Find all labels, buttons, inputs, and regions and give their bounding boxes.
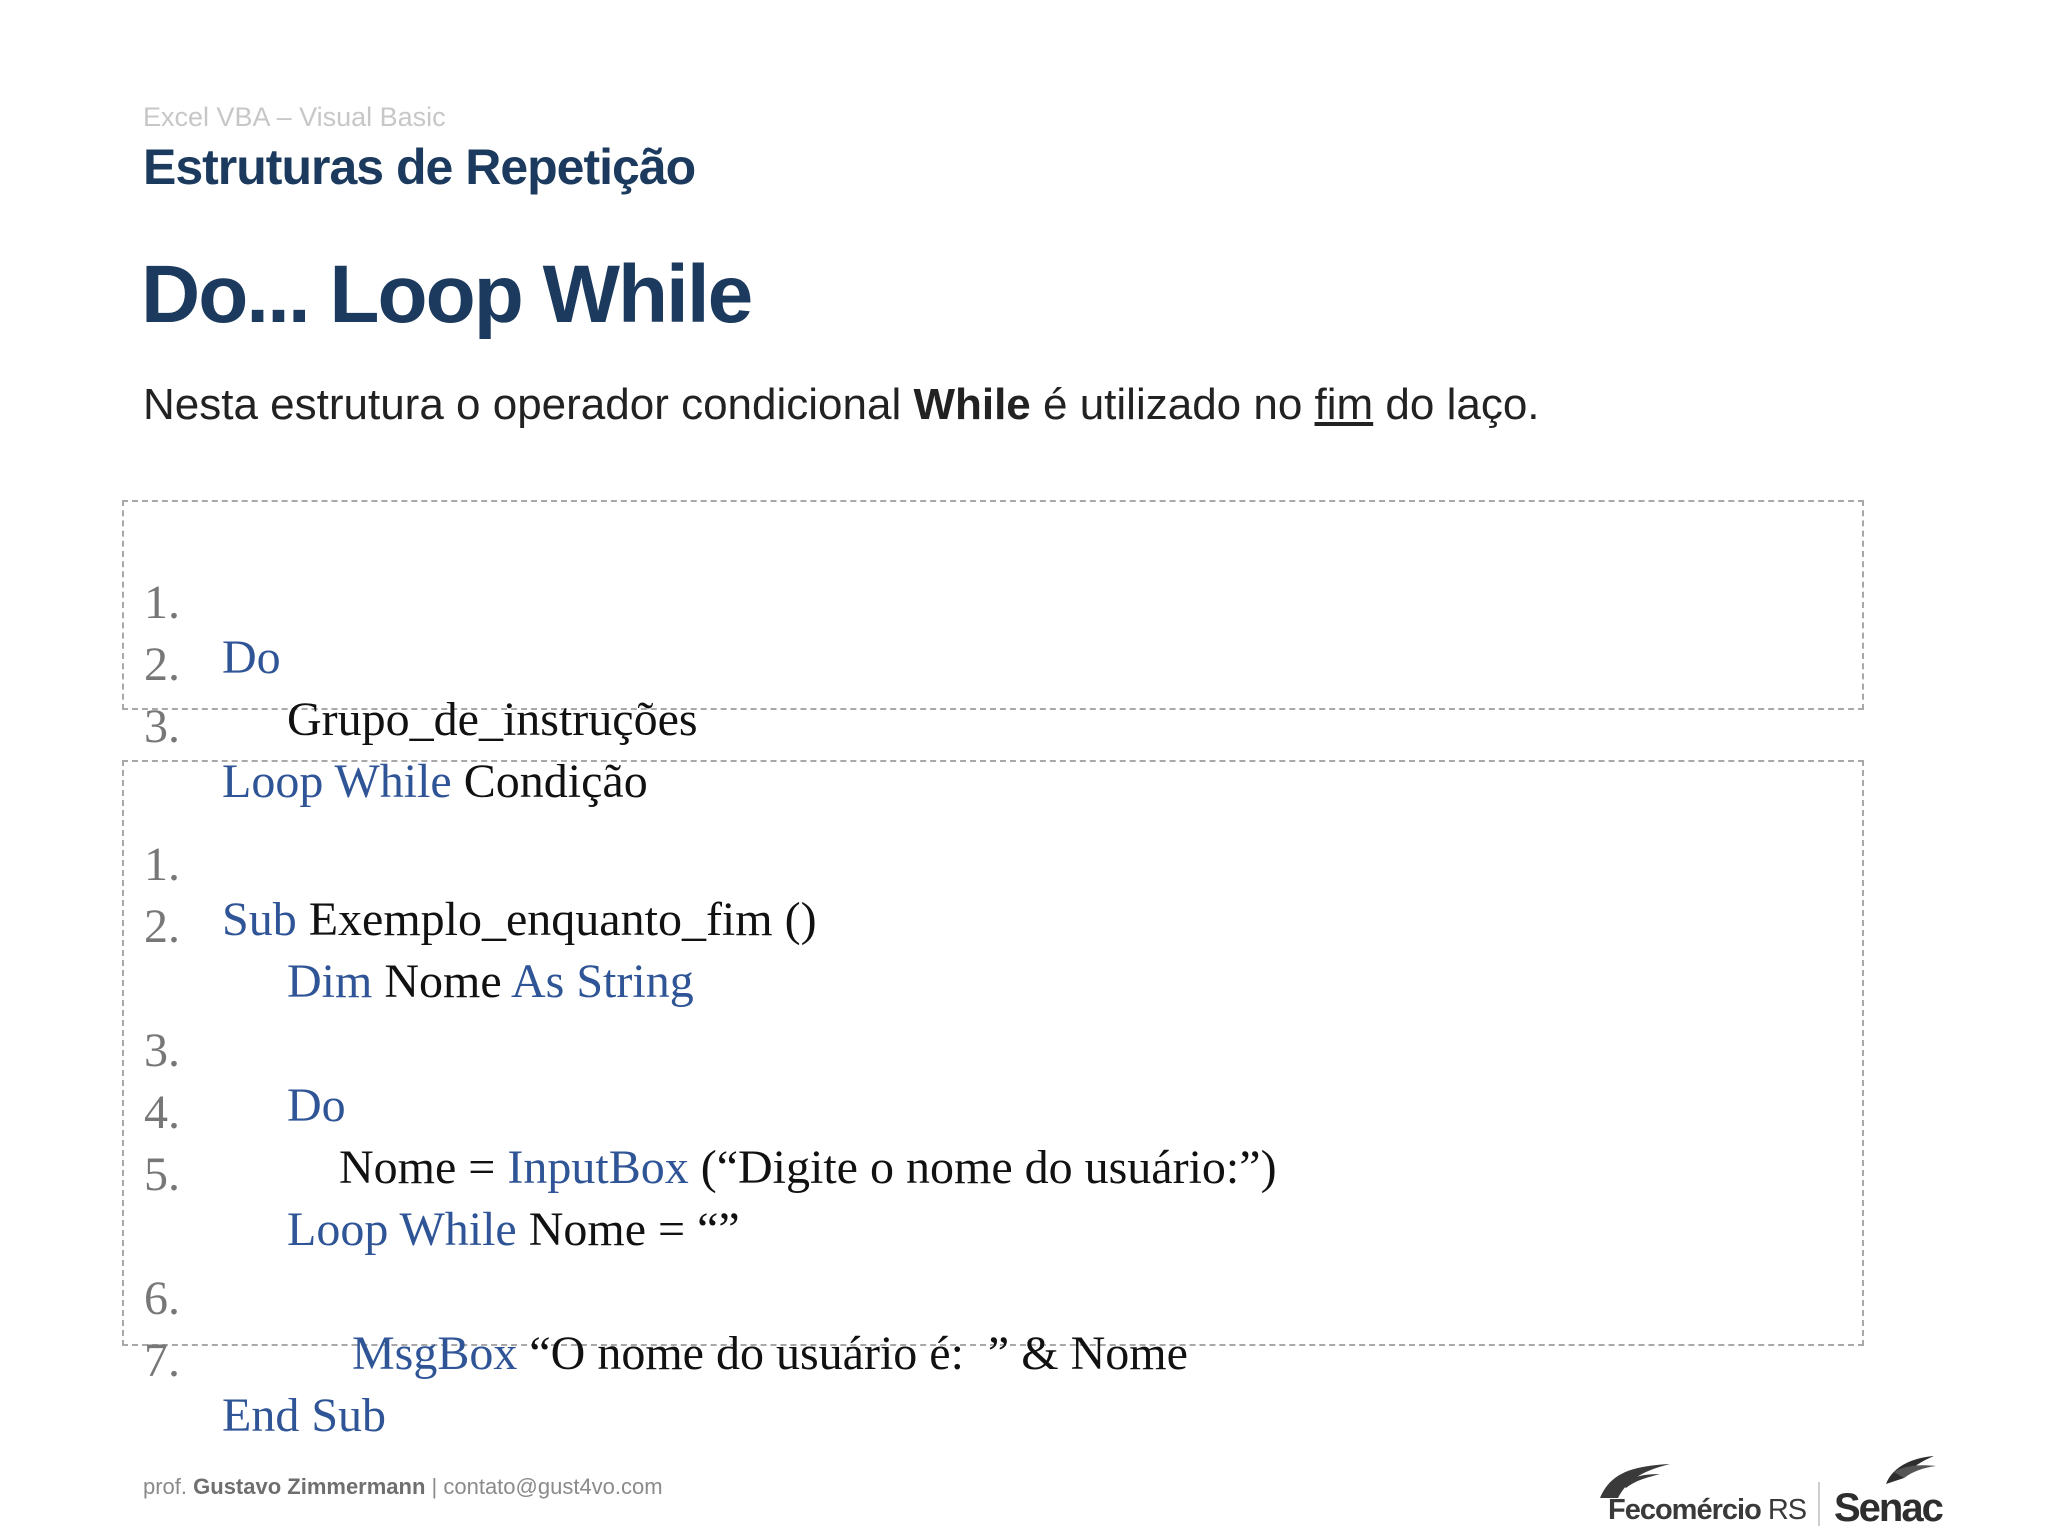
code-keyword: Loop While: [222, 755, 452, 808]
code-content: [287, 1202, 740, 1257]
code-content: [287, 954, 694, 1009]
code-keyword: MsgBox: [352, 1327, 518, 1380]
line-number: 1.: [144, 576, 180, 629]
code-keyword: Sub: [222, 893, 297, 946]
line-number: 4.: [144, 1086, 180, 1139]
code-content: [287, 1078, 346, 1133]
footer-contact: | contato@gust4vo.com: [425, 1474, 663, 1499]
logo-divider: [1818, 1482, 1820, 1526]
code-content: [222, 892, 817, 947]
code-text: (“Digite o nome do usuário:”): [688, 1141, 1277, 1194]
code-keyword: InputBox: [507, 1141, 689, 1194]
intro-before: Nesta estrutura o operador condicional: [143, 380, 914, 429]
code-text: Nome =: [339, 1141, 508, 1194]
code-text: “O nome do usuário é: ” & Nome: [517, 1327, 1188, 1380]
code-content: [287, 692, 698, 747]
code-keyword: End Sub: [222, 1389, 387, 1442]
line-number: 3.: [144, 700, 180, 753]
code-keyword: As String: [511, 955, 694, 1008]
code-text: Condição: [451, 755, 648, 808]
fecomercio-wordmark: [1608, 1494, 1806, 1527]
intro-keyword: While: [913, 380, 1031, 429]
code-keyword: Dim: [287, 955, 373, 1008]
line-number: 2.: [144, 900, 180, 953]
code-line: [144, 1278, 387, 1442]
code-content: [222, 1388, 386, 1443]
fecomercio-logo: [1594, 1460, 1807, 1530]
code-text: Grupo_de_instruções: [287, 693, 698, 746]
fecomercio-name: Fecomércio: [1608, 1494, 1761, 1526]
code-text: Nome = “”: [516, 1203, 740, 1256]
syntax-code-box: [122, 500, 1864, 808]
code-content: [339, 1140, 1277, 1195]
code-line: [144, 1030, 1277, 1194]
code-keyword: Do: [287, 1079, 346, 1132]
footer-credit: [143, 1474, 663, 1500]
fecomercio-state: RS: [1760, 1494, 1807, 1526]
line-number: 1.: [144, 838, 180, 891]
slide-title: Do... Loop While: [141, 249, 752, 340]
code-keyword: Do: [222, 631, 281, 684]
section-title: Estruturas de Repetição: [143, 139, 696, 195]
senac-bird-icon: [1834, 1448, 1954, 1488]
code-content: [222, 630, 281, 685]
line-number: 7.: [144, 1334, 180, 1387]
intro-after: do laço.: [1373, 380, 1540, 429]
intro-middle: é utilizado no: [1030, 380, 1315, 429]
senac-wordmark: Senac: [1834, 1486, 1942, 1530]
example-code-box: [122, 760, 1864, 1442]
code-content: [352, 1326, 1188, 1381]
line-number: 3.: [144, 1024, 180, 1077]
code-text: Exemplo_enquanto_fim (): [296, 893, 817, 946]
author-name: Gustavo Zimmermann: [193, 1474, 426, 1499]
line-number: 2.: [144, 638, 180, 691]
code-text: Nome: [372, 955, 511, 1008]
line-number: 6.: [144, 1272, 180, 1325]
code-keyword: Loop While: [287, 1203, 517, 1256]
line-number: 5.: [144, 1148, 180, 1201]
course-label: Excel VBA – Visual Basic: [143, 102, 446, 132]
code-line: [144, 520, 281, 684]
footer-prefix: prof.: [143, 1474, 194, 1499]
code-line: [144, 782, 817, 946]
intro-underlined: fim: [1314, 380, 1374, 429]
intro-text: [143, 380, 1540, 430]
senac-logo: [1834, 1448, 1954, 1530]
